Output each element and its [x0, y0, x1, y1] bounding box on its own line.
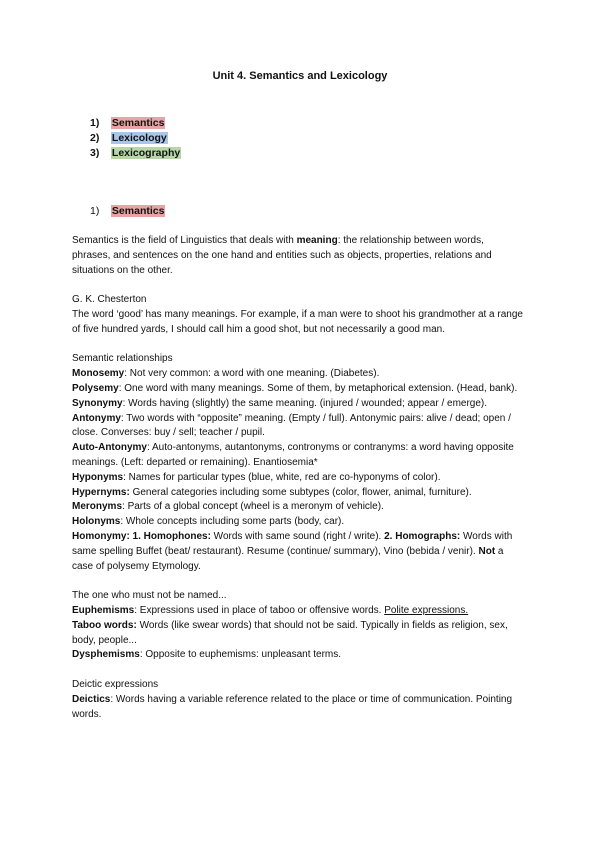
definition-monosemy: Monosemy: Not very common: a word with one meaning. (Diabetes).: [72, 368, 380, 380]
section-number: 1): [90, 205, 100, 217]
toc-label: Semantics: [111, 117, 165, 129]
definition-meronyms: Meronyms: Parts of a global concept (wheel is a meronym of vehicle).: [72, 501, 384, 513]
definition-hyponyms: Hyponyms: Names for particular types (blue, white, red are co-hyponyms of color).: [72, 471, 441, 483]
definition-auto-antonymy: Auto-Antonymy: Auto-antonyms, autantonyms, contronyms or contranyms: a word having opposite meanings. (Left: departed or remaining). Enantiosemia*: [72, 442, 514, 468]
toc-label: Lexicography: [111, 147, 181, 159]
definition-taboo-words: Taboo words: Words (like swear words) that should not be said. Typically in fields as religion, sex, body, people...: [72, 619, 508, 646]
table-of-contents: [90, 116, 181, 161]
document-body: [72, 234, 524, 722]
section-label: Semantics: [111, 205, 165, 217]
definition-deictics: Deictics: Words having a variable reference related to the place or time of communication. Pointing words.: [72, 693, 513, 720]
toc-number: 2): [90, 132, 100, 144]
definition-holonyms: Holonyms: Whole concepts including some parts (body, car).: [72, 516, 345, 528]
definition-hypernyms: Hypernyms: General categories including some subtypes (color, flower, animal, furniture).: [72, 486, 472, 498]
page-title: Unit 4. Semantics and Lexicology: [212, 70, 388, 82]
toc-number: 3): [90, 147, 100, 159]
definition-synonymy: Synonymy: Words having (slightly) the same meaning. (injured / wounded; appear / emerge).: [72, 397, 488, 409]
quote-author: G. K. Chesterton: [72, 294, 147, 306]
definition-euphemisms: Euphemisms: Expressions used in place of taboo or offensive words. Polite expressions.: [72, 604, 469, 616]
relationships-heading: Semantic relationships: [72, 353, 173, 365]
definition-antonymy: Antonymy: Two words with “opposite” meaning. (Empty / full). Antonymic pairs: alive / dead; open / close. Converses: buy / sell; teacher / pupil.: [72, 412, 511, 439]
definition-polysemy: Polysemy: One word with many meanings. Some of them, by metaphorical extension. (Head, bank).: [72, 382, 518, 394]
toc-item-lexicography: [90, 146, 181, 161]
toc-label: Lexicology: [111, 132, 167, 144]
section-heading: [90, 205, 165, 217]
quote-text: The word ‘good’ has many meanings. For example, if a man were to shoot his grandmother at a range of five hundred yards, I should call him a good shot, but not necessarily a good man.: [72, 308, 523, 335]
toc-item-lexicology: [90, 131, 181, 146]
taboo-heading: The one who must not be named...: [72, 590, 227, 602]
deictic-heading: Deictic expressions: [72, 678, 159, 690]
intro-paragraph: Semantics is the field of Linguistics that deals with meaning: the relationship between words, phrases, and sentences on the one hand and entities such as objects, properties, relations and situations on the other.: [72, 235, 492, 276]
toc-number: 1): [90, 117, 100, 129]
definition-homonymy: Homonymy: 1. Homophones: Words with same sound (right / write). 2. Homographs: Words with same spelling Buffet (beat/ restaurant). Resume (continue/ summary), Vino (bebida / venir). Not a case of polysemy Etymology.: [72, 530, 513, 572]
toc-item-semantics: [90, 116, 181, 131]
definition-dysphemisms: Dysphemisms: Opposite to euphemisms: unpleasant terms.: [72, 649, 342, 661]
